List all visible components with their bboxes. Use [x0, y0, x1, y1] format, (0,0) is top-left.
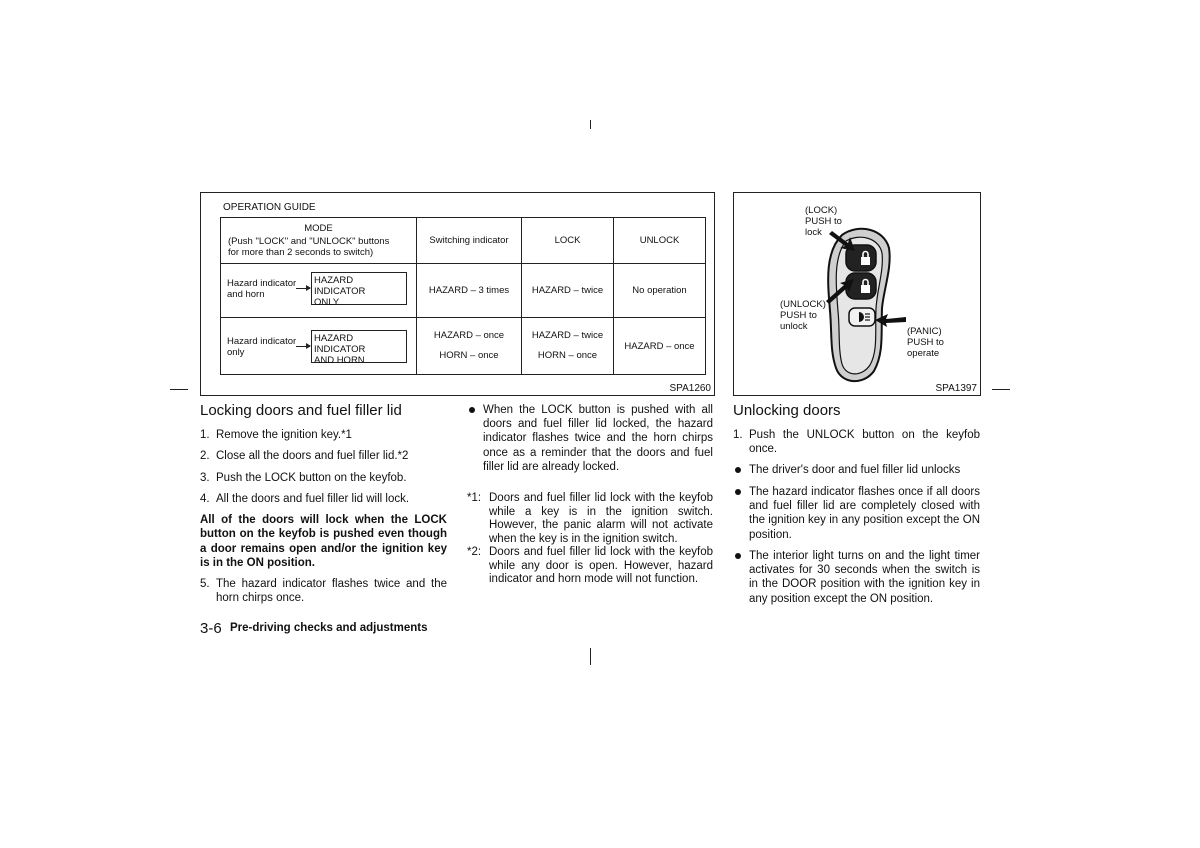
step-4-text: All the doors and fuel filler lid will lock.	[216, 493, 410, 505]
bullet-icon	[735, 489, 741, 495]
bullet-icon	[735, 467, 741, 473]
row2-box-line-1: HAZARD INDICATOR	[314, 333, 366, 355]
step-1-text: Remove the ignition key.*1	[216, 429, 352, 441]
mode-cell-row1	[221, 264, 417, 318]
unlock-label-2: PUSH to	[780, 310, 817, 321]
step-3	[200, 471, 447, 485]
row2-mode-box	[311, 330, 407, 366]
row1-box-line-1: HAZARD INDICATOR	[314, 275, 366, 297]
top-margin-mark	[590, 120, 591, 129]
row2-label-1: Hazard indicator	[227, 336, 297, 347]
unlock-step-1	[733, 428, 980, 456]
footnote-1	[467, 492, 713, 546]
lock-label-1: (LOCK)	[805, 205, 838, 216]
unlock-step-1-number: 1.	[733, 429, 743, 441]
step-3-text: Push the LOCK button on the keyfob.	[216, 472, 407, 484]
mode-header-sub-1: (Push "LOCK" and "UNLOCK" buttons	[228, 236, 390, 247]
lock-label-3: lock	[805, 227, 822, 238]
footnote-1-key: *1:	[467, 492, 482, 504]
unlock-bullet-1-text: The driver's door and fuel filler lid unlocks	[749, 464, 961, 476]
step-1-number: 1.	[200, 429, 210, 441]
arrow-icon	[296, 288, 310, 289]
locking-heading: Locking doors and fuel filler lid	[200, 402, 402, 419]
step-1	[200, 428, 447, 442]
row2-switching-2: HORN – once	[439, 350, 499, 361]
step-3-number: 3.	[200, 472, 210, 484]
unlocking-heading: Unlocking doors	[733, 402, 841, 419]
row1-label-1: Hazard indicator	[227, 278, 297, 289]
table-header-row	[221, 218, 706, 264]
unlock-header: UNLOCK	[614, 218, 706, 264]
warning-note: All of the doors will lock when the LOCK button on the keyfob is pushed even though a door remains open and/or the ignition key is in the ON position.	[200, 514, 447, 570]
unlock-bullet-2-text: The hazard indicator flashes once if all doors and fuel filler lid are completely closed with the ignition key in any position except the ON position.	[749, 486, 980, 541]
operation-guide-title: OPERATION GUIDE	[223, 202, 316, 213]
unlock-step-1-text: Push the UNLOCK button on the keyfob once.	[749, 429, 980, 455]
bottom-margin-mark	[590, 648, 591, 665]
step-5-number: 5.	[200, 578, 210, 590]
page-number: 3-6	[200, 620, 222, 637]
list-item	[467, 403, 713, 474]
step-4	[200, 492, 447, 506]
step-2	[200, 449, 447, 463]
row1-unlock: No operation	[614, 264, 706, 318]
arrow-icon	[296, 346, 310, 347]
list-item	[733, 463, 980, 477]
row1-mode-box	[311, 272, 407, 308]
unlock-bullet-3-text: The interior light turns on and the light timer activates for 30 seconds when the switch is in the DOOR position with the ignition key in any position except the ON position.	[749, 550, 980, 605]
figure-code-left: SPA1260	[669, 383, 711, 394]
bullet-icon	[735, 553, 741, 559]
row1-switching: HAZARD – 3 times	[417, 264, 522, 318]
row1-label-2: and horn	[227, 289, 265, 300]
footnote-2-key: *2:	[467, 546, 482, 558]
mode-cell-row2	[221, 318, 417, 375]
lock-header: LOCK	[522, 218, 614, 264]
unlock-label-1: (UNLOCK)	[780, 299, 826, 310]
switching-indicator-header: Switching indicator	[417, 218, 522, 264]
left-margin-mark	[170, 389, 188, 390]
mode-header-cell	[221, 218, 417, 264]
mode-header-sub-2: for more than 2 seconds to switch)	[228, 247, 374, 258]
step-2-text: Close all the doors and fuel filler lid.*2	[216, 450, 409, 462]
step-5	[200, 577, 447, 605]
unlock-label-3: unlock	[780, 321, 808, 332]
footnote-2	[467, 546, 713, 587]
panic-label-1: (PANIC)	[907, 326, 942, 337]
step-5-text: The hazard indicator flashes twice and the horn chirps once.	[216, 578, 447, 604]
row2-box-line-2: AND HORN	[314, 355, 365, 366]
row2-label-2: only	[227, 347, 245, 358]
table-row	[221, 264, 706, 318]
list-item	[733, 485, 980, 542]
right-margin-mark	[992, 389, 1010, 390]
row2-switching	[417, 318, 522, 375]
section-title: Pre-driving checks and adjustments	[230, 622, 428, 634]
figure-code-right: SPA1397	[935, 383, 977, 394]
footnote-1-text: Doors and fuel filler lid lock with the keyfob while a key is in the ignition switch. However, the panic alarm will not activate when the key is in the ignition switch.	[489, 492, 713, 545]
row2-lock-1: HAZARD – twice	[531, 330, 604, 341]
row2-lock	[522, 318, 614, 375]
row2-unlock: HAZARD – once	[614, 318, 706, 375]
row2-lock-2: HORN – once	[537, 350, 598, 361]
row1-box-line-2: ONLY	[314, 297, 340, 308]
keyfob-figure	[733, 192, 981, 396]
step-2-number: 2.	[200, 450, 210, 462]
table-row	[221, 318, 706, 375]
operation-guide-figure	[200, 192, 715, 396]
step-4-number: 4.	[200, 493, 210, 505]
operation-guide-table	[220, 217, 706, 375]
bullet-icon	[469, 407, 475, 413]
mode-header-title: MODE	[304, 223, 333, 234]
keyfob-illustration	[734, 193, 980, 395]
panic-label-3: operate	[907, 348, 940, 359]
list-item	[733, 549, 980, 606]
lock-label-2: PUSH to	[805, 216, 842, 227]
footnote-2-text: Doors and fuel filler lid lock with the keyfob while any door is open. However, hazard indicator and horn mode will not function.	[489, 546, 713, 586]
panic-label-2: PUSH to	[907, 337, 944, 348]
row1-lock: HAZARD – twice	[522, 264, 614, 318]
bullet-1-text: When the LOCK button is pushed with all doors and fuel filler lid locked, the hazard indicator flashes twice and the horn chirps once as a reminder that the doors and fuel filler lid are already locked.	[483, 404, 713, 473]
row2-switching-1: HAZARD – once	[433, 330, 505, 341]
